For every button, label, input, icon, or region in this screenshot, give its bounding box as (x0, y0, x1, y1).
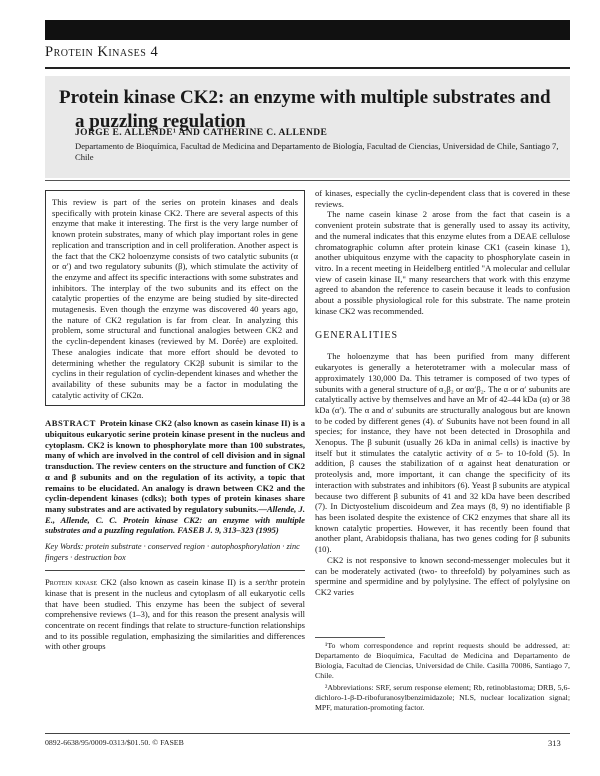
issn-line: 0892-6638/95/0009-0313/$01.50. © FASEB (45, 738, 184, 747)
affiliation: Departamento de Bioquímica, Facultad de Medicina and Departamento de Biología, Facultad de Ciencias, Universidad de Chile, Santiago 7, Chile (75, 141, 559, 162)
series-box-text: This review is part of the series on protein kinases and deals specifically with protein kinase CK2. There are several aspects of this enzyme that make it interesting. The first is the very large number of known protein substrates, many of which play important roles in gene replication and transcription and in cell proliferation. Another aspect is the fact that the CK2 holoenzyme consists of two catalytic subunits (α or α′) and two regulatory subunits (β), which stimulate the activity of the enzyme and affect its specific interactions with some substrates and inhibitors. The interplay of the two subunits and its effect on the catalytic properties of the enzyme are being studied by site-directed mutagenesis. Even though the enzyme was discovered 40 years ago, the nature of CK2 regulation is far from clear. In analyzing this problem, some structural and functional analogies between CK2 and the cyclin-dependent kinases (reviewed by M. Dorée) are exploited. These analogies indicate that more effort should be devoted to determining whether the regulatory CK2β subunit is similar to the cyclins in their regulation of cyclin-dependent kinases and whether the availability of these subunits may be a factor in modulating the catalytic activity of CK2α. (52, 197, 298, 400)
footnotes (315, 641, 570, 715)
paragraph-3: The holoenzyme that has been purified from many different eukaryotes is generally a heterotetramer with a molecular mass of approximately 130,000 Da. This tetramer is composed of two types of subunits with a general structure of α₂β₂ or αα′β₂. The α or α′ subunits are catalytically active by themselves and have an Mr of 42–44 kDa (α) or 38 kDa (α′). The α and α′ subunits are structurally analogous but are known to be coded by different genes (4). α′ Subunits have not been found in all species; for instance, they have not been detected in Drosophila and Xenopus. The β subunit (usually 26 kDa in animal cells) is inactive by itself but it stimulates the catalytic activity of α 5- to 10-fold (5). In addition, β causes the stabilization of α against heat denaturation or proteolysis and, more important, it can change the specificity of its interaction with substrates and inhibitors (6). Yeast β subunits are atypical because two different β subunits of 41 and 32 kDa have been described (7). In Dictyostelium discoideum and Zea mays (8, 9) no identifiable β has been isolated despite the existence of CK2 enzymes that share all its known catalytic properties. However, it has recently been found that another plant, Arabidopsis thaliana, has two genes coding for β subunits (10). (315, 351, 570, 555)
footer-rule (45, 733, 570, 734)
authors: JORGE E. ALLENDE¹ AND CATHERINE C. ALLENDE (75, 128, 328, 138)
paragraph-2: The name casein kinase 2 arose from the fact that casein is a convenient protein substrate that is generally used to assay its activity, and the numeral indicates that this enzyme elutes from a DEAE cellulose chromatographic column after protein kinase CK1 (casein kinase 1), another ubiquitous enzyme with the capacity to phosphorylate casein in vitro. In a recent meeting in Heidelberg entitled "A molecular and cellular view of casein kinase II," many researchers that work with this enzyme agreed to abandon the reference to casein because it leads to confusion about a possible physiological role for this substrate. The name protein kinase CK2 was recommended. (315, 209, 570, 316)
header-rule (45, 67, 570, 69)
header-bar (45, 20, 570, 40)
left-column (45, 188, 305, 652)
paragraph-4: CK2 is not responsive to known second-messenger molecules but it can be moderately activated (two- to threefold) by polyamines such as spermine and spermidine and by polylysine. The effect of polylysine on CK2 varies (315, 554, 570, 597)
paragraph-1: of kinases, especially the cyclin-dependent class that is covered in these reviews. (315, 188, 570, 209)
intro-text: CK2 (also known as casein kinase II) is a ser/thr protein kinase that is present in the nucleus and cytoplasm of all eukaryotic cells that have been studied. This enzyme has been the subject of several comprehensive reviews (1–3), and for this reason the present analysis will concentrate on recent findings that relate to structure-function relationships and to its possible regulation, emphasizing the similarities and differences with other groups (45, 577, 305, 652)
footnote-rule (315, 637, 385, 638)
right-column (315, 188, 570, 598)
title-line-2: a puzzling regulation (75, 111, 246, 132)
article-title (59, 86, 564, 134)
keywords (45, 542, 305, 563)
abstract-citation: Allende, J. E., Allende, C. C. Protein kinase CK2: an enzyme with multiple substrates and a puzzling regulation. FASEB J. 9, 313–323 (1995) (45, 503, 305, 536)
title-line-1: Protein kinase CK2: an enzyme with multiple substrates and (59, 87, 551, 108)
section-heading: GENERALITIES (315, 330, 399, 342)
keywords-label: Key Words: (45, 542, 84, 552)
keywords-text: protein substrate · conserved region · autophosphorylation · zinc fingers · destruction box (45, 542, 300, 562)
title-rule (45, 180, 570, 181)
intro-paragraph (45, 577, 305, 652)
abstract-rule (45, 570, 305, 571)
series-title: Protein Kinases 4 (45, 44, 159, 60)
intro-lead: Protein kinase (45, 577, 98, 588)
series-box (45, 190, 305, 406)
footnote-1: ¹To whom correspondence and reprint requests should be addressed, at: Departamento de Bioquímica, Facultad de Medicina and Departamento de Biología, Facultad de Ciencias, Universidad de Chile. Casilla 70086, Santiago 7, Chile. (315, 641, 570, 680)
footnote-2: ²Abbreviations: SRF, serum response element; Rb, retinoblastoma; DRB, 5,6-dichloro-1-β-D-ribofuranosylbenzimidazole; NLS, nuclear localization signal; MPF, maturation-promoting factor. (315, 683, 570, 712)
abstract-label: ABSTRACT (45, 418, 96, 429)
page-number: 313 (548, 738, 561, 748)
abstract (45, 418, 305, 536)
abstract-text: Protein kinase CK2 (also known as casein kinase II) is a ubiquitous eukaryotic serine protein kinase present in the nucleus and cytoplasm. CK2 is known to phosphorylate more than 100 substrates, many of which are involved in the control of cell division and in signal transduction. The review centers on the structure and function of CK2 α and β subunits and on the regulation of its activity, a topic that remains to be elucidated. An analogy is drawn between CK2 and the cyclin-dependent kinases (cdks); both types of protein kinases share many substrates and are activated by regulatory subunits.— (45, 418, 305, 514)
